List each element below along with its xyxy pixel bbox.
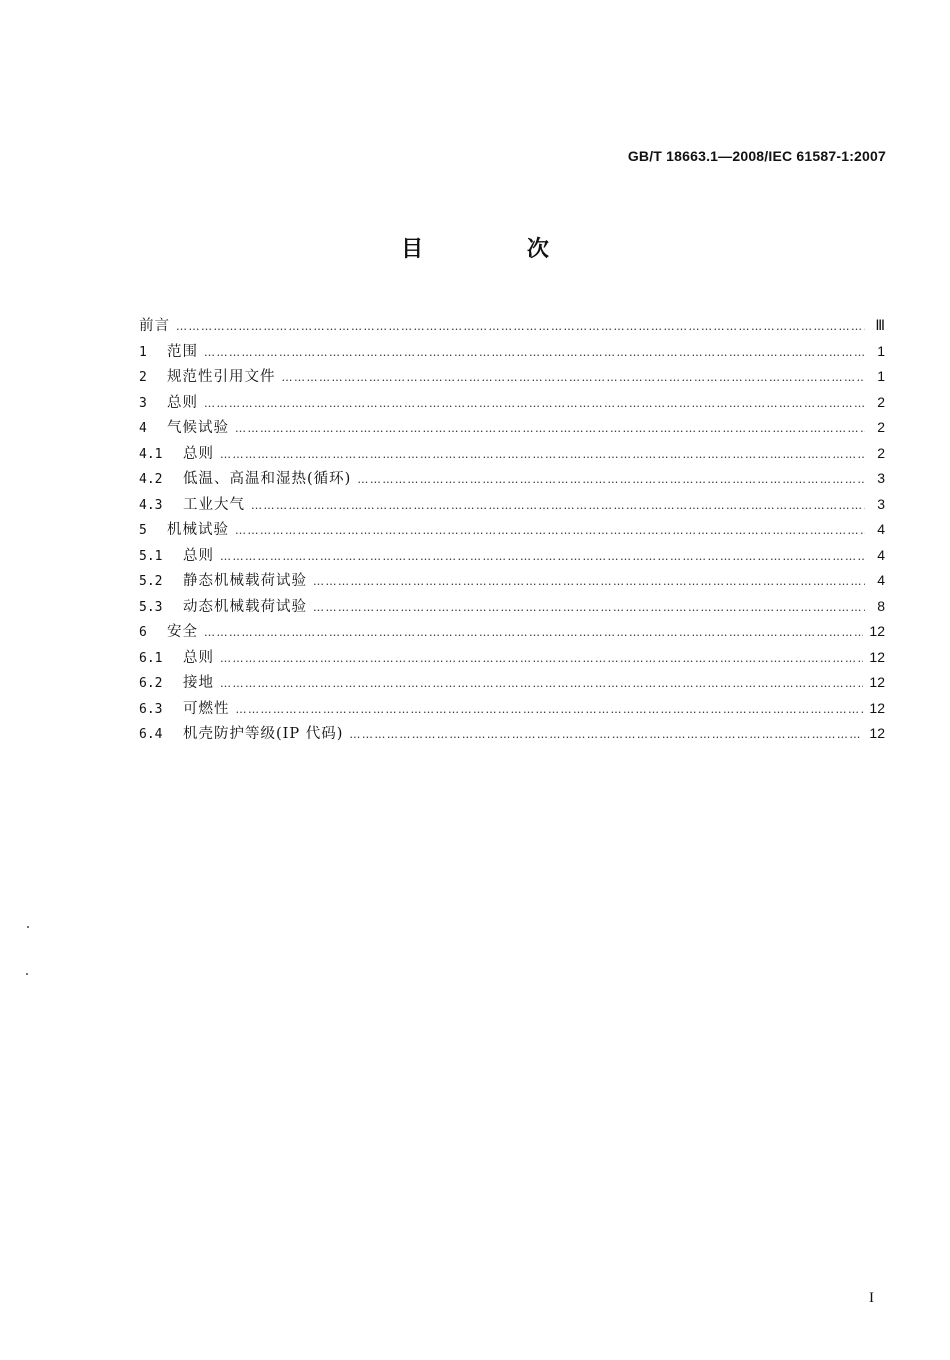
- toc-entry-number: 4: [139, 421, 147, 436]
- toc-title: 目 次: [401, 236, 597, 262]
- toc-entry-6-2[interactable]: [139, 670, 885, 696]
- toc-dot-leader: [220, 442, 865, 468]
- toc-entry-6[interactable]: [139, 619, 885, 645]
- toc-entry-number: 2: [139, 370, 147, 385]
- toc-entry-title: 静态机械载荷试验: [183, 573, 307, 589]
- toc-dot-leader: [220, 646, 863, 672]
- toc-entry-6-4[interactable]: [139, 721, 885, 747]
- toc-entry-4-1[interactable]: [139, 441, 885, 467]
- toc-entry-number: 6.3: [139, 701, 163, 717]
- toc-entry-page: 12: [869, 623, 885, 639]
- toc-entry-page: 2: [877, 419, 885, 435]
- toc-dot-leader: [204, 391, 865, 417]
- toc-entry-title: 可燃性: [183, 700, 230, 717]
- toc-entry-page: 3: [877, 470, 885, 486]
- toc-entry-3[interactable]: [139, 390, 885, 416]
- toc-entry-1[interactable]: [139, 339, 885, 365]
- page-number: I: [869, 1290, 874, 1306]
- toc-entry-number: 3: [139, 395, 147, 411]
- toc-entry-6-1[interactable]: [139, 645, 885, 671]
- toc-entry-page: 8: [877, 597, 885, 614]
- toc-entry-number: 6: [139, 625, 147, 640]
- toc-entry-title: 总则: [183, 445, 214, 462]
- toc-entry-page: 2: [877, 444, 885, 461]
- toc-entry-page: 12: [869, 699, 885, 716]
- toc-entry-title: 安全: [167, 624, 198, 640]
- toc-entry-2[interactable]: [139, 364, 885, 390]
- toc-entry-page: 4: [877, 546, 885, 563]
- toc-entry-5-3[interactable]: [139, 594, 885, 620]
- toc-entry-page: 12: [869, 648, 885, 665]
- toc-dot-leader: [235, 416, 865, 442]
- toc-entry-number: 5: [139, 523, 147, 538]
- toc-entry-page: 1: [877, 342, 885, 359]
- toc-entry-number: 4.2: [139, 472, 163, 487]
- scan-artifact-dot: [27, 926, 29, 928]
- toc-dot-leader: [176, 314, 865, 340]
- toc-entry-number: 6.1: [139, 650, 163, 666]
- toc-entry-number: 6.4: [139, 727, 163, 742]
- toc-entry-page: 4: [877, 572, 885, 588]
- toc-entry-preface[interactable]: [139, 313, 885, 339]
- toc-list: [139, 313, 885, 747]
- toc-entry-title: 范围: [167, 343, 198, 360]
- toc-dot-leader: [204, 340, 865, 366]
- toc-entry-title: 规范性引用文件: [167, 369, 276, 385]
- toc-entry-page: 12: [869, 725, 885, 741]
- toc-entry-title: 总则: [183, 649, 214, 666]
- toc-entry-6-3[interactable]: [139, 696, 885, 722]
- toc-entry-number: 1: [139, 344, 147, 360]
- toc-entry-number: 6.2: [139, 676, 163, 691]
- toc-entry-title: 工业大气: [183, 496, 245, 513]
- toc-dot-leader: [313, 569, 865, 595]
- toc-dot-leader: [236, 697, 864, 723]
- toc-entry-title: 机械试验: [167, 522, 229, 538]
- toc-entry-title: 低温、高温和湿热(循环): [183, 471, 352, 487]
- toc-entry-title: 气候试验: [167, 420, 229, 436]
- toc-dot-leader: [204, 620, 863, 646]
- toc-entry-page: 12: [869, 674, 885, 690]
- toc-entry-number: 4.3: [139, 497, 163, 513]
- toc-entry-5-2[interactable]: [139, 568, 885, 594]
- toc-entry-title: 接地: [183, 675, 214, 691]
- toc-entry-4[interactable]: [139, 415, 885, 441]
- toc-entry-title: 前言: [139, 318, 170, 334]
- toc-entry-5[interactable]: [139, 517, 885, 543]
- toc-dot-leader: [349, 722, 863, 748]
- toc-entry-page: Ⅲ: [875, 317, 885, 333]
- toc-dot-leader: [357, 467, 865, 493]
- toc-entry-title: 机壳防护等级(IP 代码): [183, 726, 344, 742]
- toc-entry-title: 总则: [167, 394, 198, 411]
- toc-entry-number: 5.3: [139, 599, 163, 615]
- scan-artifact-dot: [26, 973, 28, 975]
- toc-entry-number: 4.1: [139, 446, 163, 462]
- toc-entry-number: 5.1: [139, 548, 163, 564]
- toc-entry-page: 1: [877, 368, 885, 384]
- toc-dot-leader: [313, 595, 865, 621]
- toc-dot-leader: [282, 365, 866, 391]
- toc-entry-title: 总则: [183, 547, 214, 564]
- toc-entry-page: 4: [877, 521, 885, 537]
- toc-entry-4-3[interactable]: [139, 492, 885, 518]
- toc-dot-leader: [251, 493, 865, 519]
- toc-entry-5-1[interactable]: [139, 543, 885, 569]
- toc-dot-leader: [220, 544, 865, 570]
- standard-code-header: GB/T 18663.1—2008/IEC 61587-1:2007: [627, 148, 886, 164]
- toc-entry-page: 2: [877, 393, 885, 410]
- toc-dot-leader: [235, 518, 865, 544]
- toc-entry-title: 动态机械载荷试验: [183, 598, 307, 615]
- toc-entry-number: 5.2: [139, 574, 163, 589]
- toc-entry-4-2[interactable]: [139, 466, 885, 492]
- toc-entry-page: 3: [877, 495, 885, 512]
- toc-dot-leader: [220, 671, 863, 697]
